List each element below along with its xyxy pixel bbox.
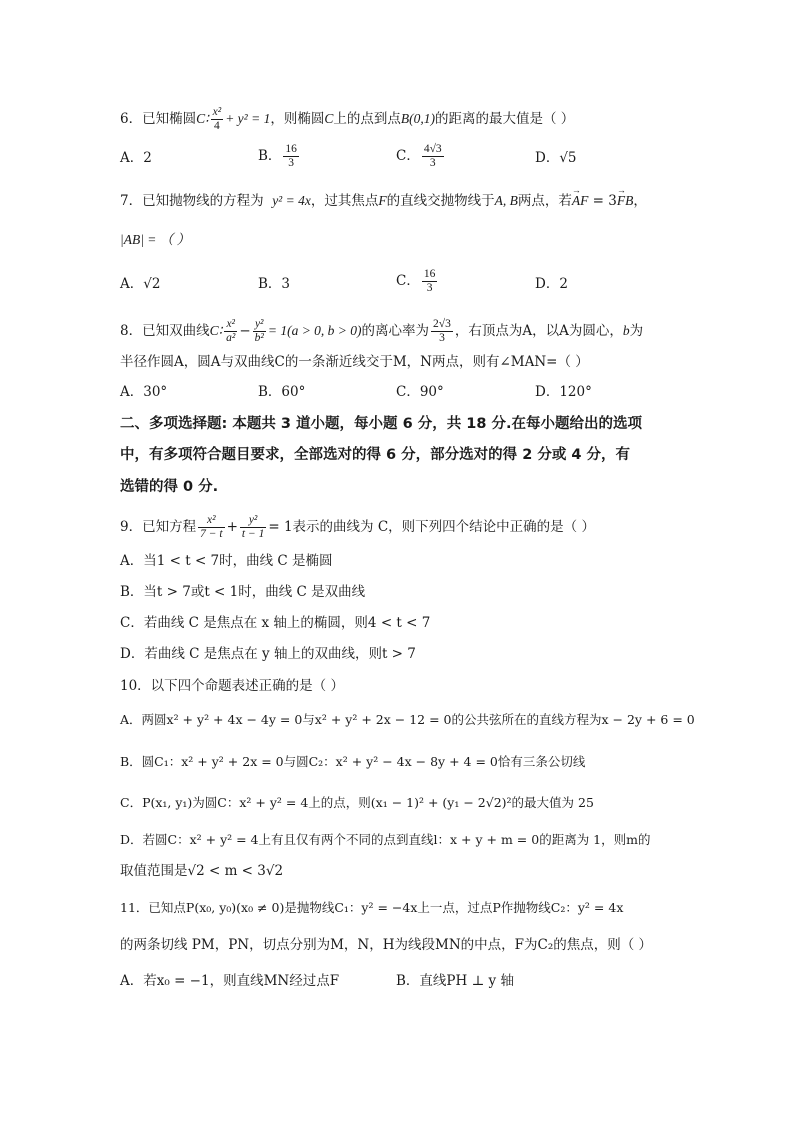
q10-option-a: A．两圆x² + y² + 4x − 4y = 0与x² + y² + 2x − 12 = 0的公共弦所在的直线方程为x − 2y + 6 = 0 xyxy=(120,712,695,727)
q8-option-a: A．30° xyxy=(120,384,168,400)
q6-option-a: A．2 xyxy=(120,150,152,166)
q7-mid2: 的直线交抛物线于 xyxy=(386,193,495,209)
q6-option-c xyxy=(396,143,446,170)
q7-eqsign: = 3 xyxy=(588,193,617,209)
q8-b: b xyxy=(622,323,630,338)
q9-option-b: B．当t > 7或t < 1时，曲线 C 是双曲线 xyxy=(120,584,366,600)
section2-line3: 选错的得 0 分. xyxy=(120,479,219,495)
q9-frac1-den: 7 − t xyxy=(200,528,223,540)
q8-tail: 为 xyxy=(629,323,644,339)
q7-option-c-num: 16 xyxy=(423,268,436,280)
q9-frac2-num: y² xyxy=(240,514,266,528)
q8-frac2-den: b² xyxy=(254,332,264,344)
q6-option-b-num: 16 xyxy=(285,143,297,155)
q11-option-a: A．若x₀ = −1，则直线MN经过点F xyxy=(120,973,340,989)
q9-lead: 9．已知方程 xyxy=(120,519,197,535)
q8-mid2: ，右顶点为A，以A为圆心， xyxy=(454,323,623,339)
q7-vector-fb: → FB xyxy=(617,191,634,211)
q6-mid: ，则椭圆 xyxy=(270,111,325,127)
q8-option-c: C．90° xyxy=(396,384,444,400)
q7-comma: ， xyxy=(633,193,647,209)
section2-line2: 中，有多项符合题目要求，全部选对的得 6 分，部分选对的得 2 分或 4 分，有 xyxy=(120,447,631,463)
q6-eq-prefix: C∶ xyxy=(196,111,209,126)
q8-frac2 xyxy=(253,318,266,345)
q8-condition: = 1(a > 0, b > 0) xyxy=(267,323,362,338)
q8-frac2-num: y² xyxy=(253,318,266,332)
question-6 xyxy=(120,106,574,133)
q7-option-c-label: C． xyxy=(396,273,420,289)
q10-option-b: B．圆C₁：x² + y² + 2x = 0与圆C₂：x² + y² − 4x − 8y + 4 = 0恰有三条公切线 xyxy=(120,754,586,769)
q10-option-d-line2: 取值范围是√2 < m < 3√2 xyxy=(120,863,284,879)
q6-frac-den: 4 xyxy=(214,120,220,132)
q7-option-a-value: √2 xyxy=(143,276,161,292)
q8-frac1 xyxy=(224,318,237,345)
q6-option-d xyxy=(535,148,577,168)
q6-lead: 6．已知椭圆 xyxy=(120,111,197,127)
q8-minus: − xyxy=(239,323,251,339)
q7-f: F xyxy=(378,193,387,208)
q7-eq: y² = 4x xyxy=(272,193,311,208)
section2-line1: 二、多项选择题: 本题共 3 道小题，每小题 6 分，共 18 分.在每小题给出的选项 xyxy=(120,416,642,432)
question-9 xyxy=(120,514,595,541)
q9-frac1-num: x² xyxy=(198,514,224,528)
q6-option-b xyxy=(258,143,301,170)
q6-option-d-label: D． xyxy=(535,150,560,166)
q6-option-c-den: 3 xyxy=(429,157,436,169)
q9-frac2-den: t − 1 xyxy=(241,528,265,540)
q6-option-b-frac xyxy=(283,143,299,170)
q7-option-b: B．3 xyxy=(258,276,291,292)
q8-e-den: 3 xyxy=(439,332,445,344)
q11-option-b: B．直线PH ⊥ y 轴 xyxy=(396,973,514,989)
q7-option-c-den: 3 xyxy=(426,282,433,294)
q6-fraction xyxy=(211,106,224,133)
q7-option-a xyxy=(120,274,160,294)
q7-mid: ，过其焦点 xyxy=(310,193,379,209)
q9-option-a: A．当1 < t < 7时，曲线 C 是椭圆 xyxy=(120,553,333,569)
q6-option-b-den: 3 xyxy=(288,157,295,169)
q9-option-c: C．若曲线 C 是焦点在 x 轴上的椭圆，则4 < t < 7 xyxy=(120,615,431,631)
q6-tail: 的距离的最大值是（ ） xyxy=(434,111,575,127)
q11-line1: 11．已知点P(x₀, y₀)(x₀ ≠ 0)是抛物线C₁：y² = −4x上一点，过点P作抛物线C₂：y² = 4x xyxy=(120,900,624,915)
q6-option-c-num: 4√3 xyxy=(423,143,442,155)
q6-option-c-label: C． xyxy=(396,148,420,164)
q8-option-d: D．120° xyxy=(535,384,592,400)
q8-lead: 8．已知双曲线 xyxy=(120,323,210,339)
question-8 xyxy=(120,318,643,345)
q8-frac1-num: x² xyxy=(224,318,237,332)
q7-ab-length: |AB| = （ ） xyxy=(120,232,191,247)
q10-option-c: C．P(x₁, y₁)为圆C：x² + y² = 4上的点，则(x₁ − 1)² + (y₁ − 2√2)²的最大值为 25 xyxy=(120,795,594,810)
q8-option-b: B．60° xyxy=(258,384,306,400)
question-10: 10．以下四个命题表述正确的是（ ） xyxy=(120,678,344,694)
q7-ab: A, B xyxy=(494,193,518,208)
q6-frac-num: x² xyxy=(212,106,222,118)
q8-mid: 的离心率为 xyxy=(361,323,430,339)
q9-frac1 xyxy=(198,514,224,541)
q8-e-num: 2√3 xyxy=(433,318,451,330)
q7-option-d: D．2 xyxy=(535,276,568,292)
q8-eccentricity xyxy=(431,318,453,345)
q6-c: C xyxy=(324,111,334,126)
q6-point: B(0,1) xyxy=(400,111,435,126)
q8-frac1-den: a² xyxy=(226,332,236,344)
q8-line2: 半径作圆A，圆A与双曲线C的一条渐近线交于M，N两点，则有∠MAN=（ ） xyxy=(120,354,589,370)
q7-vector-af: → AF xyxy=(572,191,589,211)
q6-option-c-frac xyxy=(422,143,444,170)
q6-option-b-label: B． xyxy=(258,148,282,164)
q7-lead: 7．已知抛物线的方程为 xyxy=(120,193,264,209)
question-7 xyxy=(120,191,647,211)
q10-option-d-line1: D．若圆C：x² + y² = 4上有且仅有两个不同的点到直线l：x + y + m = 0的距离为 1，则m的 xyxy=(120,832,651,847)
q9-option-d: D．若曲线 C 是焦点在 y 轴上的双曲线，则t > 7 xyxy=(120,646,416,662)
q6-eq-rest: + y² = 1 xyxy=(225,111,271,126)
q11-line2: 的两条切线 PM，PN，切点分别为M，N，H为线段MN的中点，F为C₂的焦点，则（ ） xyxy=(120,937,653,953)
q9-frac2 xyxy=(240,514,266,541)
q6-mid2: 上的点到点 xyxy=(333,111,401,127)
q7-option-c xyxy=(396,268,439,295)
q9-plus: + xyxy=(226,519,238,535)
q7-line2 xyxy=(120,230,190,250)
q7-mid3: 两点，若 xyxy=(517,193,572,209)
q7-option-a-label: A． xyxy=(120,276,144,292)
q7-option-c-frac xyxy=(422,268,438,295)
q8-c-prefix: C∶ xyxy=(209,323,223,338)
q9-tail: = 1表示的曲线为 C，则下列四个结论中正确的是（ ） xyxy=(268,519,595,535)
q6-option-d-value: √5 xyxy=(559,150,577,166)
